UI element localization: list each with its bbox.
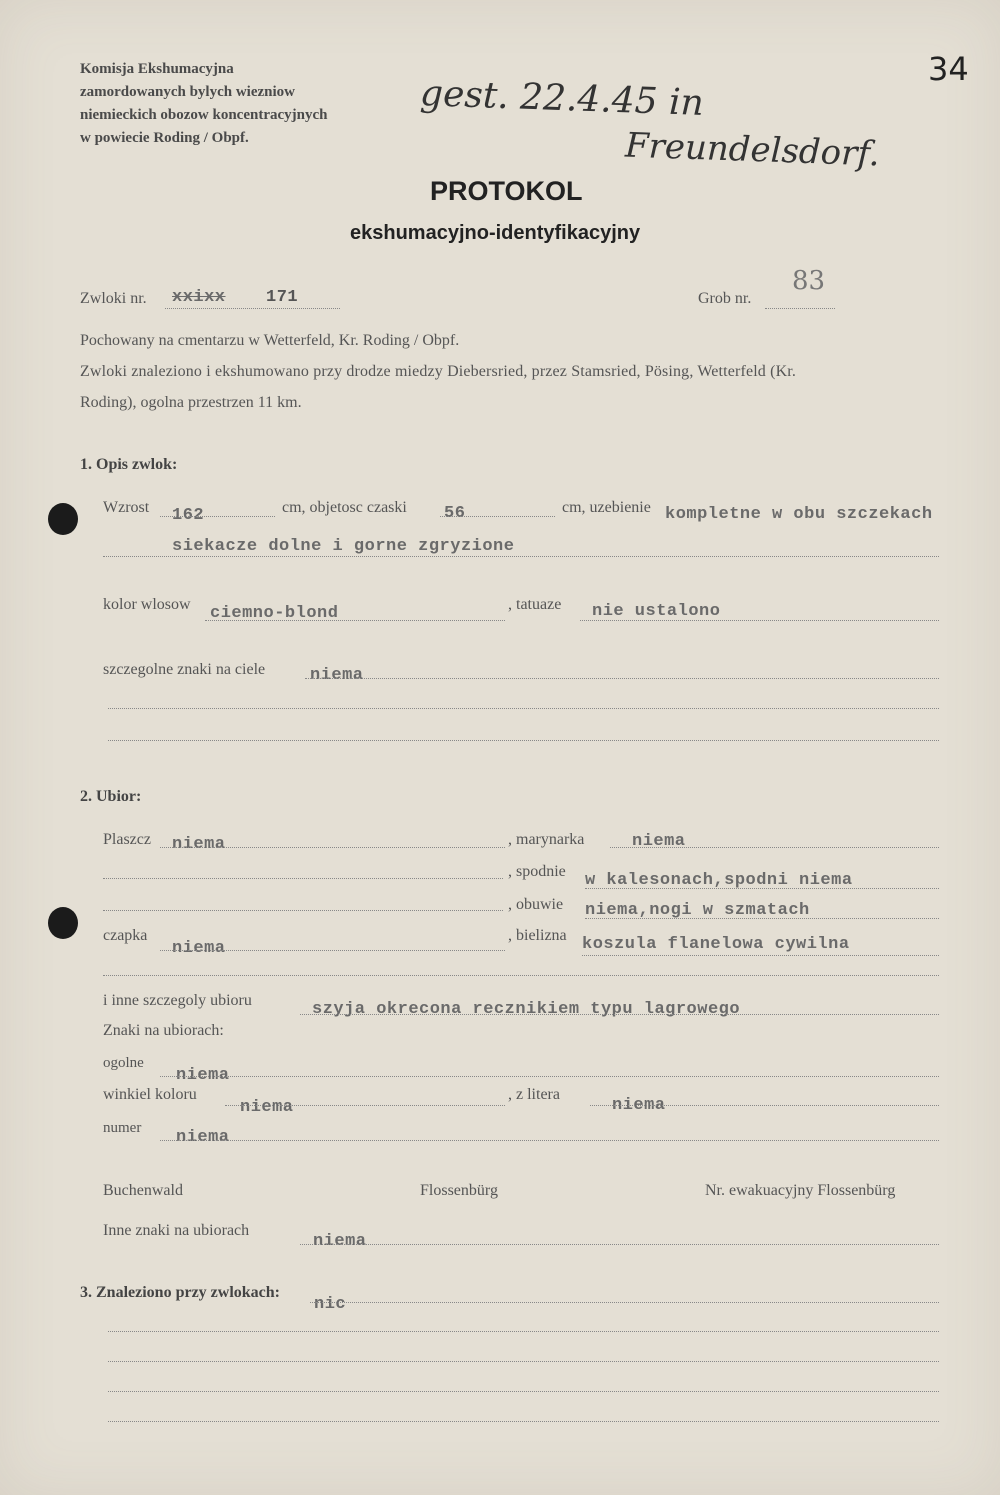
blank-dotted-line [103,975,939,976]
document-subtitle: ekshumacyjno-identyfikacyjny [350,222,641,244]
marynarka-value: niema [632,832,686,851]
org-line-1: Komisja Ekshumacyjna [80,61,234,77]
zwloki-struck-value: xxixx [172,288,226,307]
wzrost-label: Wzrost [103,499,150,516]
znaleziono-dotted-line [310,1302,939,1303]
pochowany-text: Pochowany na cmentarzu w Wetterfeld, Kr. Roding / Obpf. [80,332,460,349]
zwloki-dotted-line [165,308,340,309]
czaski-label: cm, objetosc czaski [282,499,407,516]
marynarka-label: , marynarka [508,831,585,848]
org-line-2: zamordowanych bylych wiezniow [80,84,295,100]
czapka-label: czapka [103,927,148,944]
inne-znaki-label: Inne znaki na ubiorach [103,1222,250,1239]
obuwie-value: niema,nogi w szmatach [585,901,810,920]
plaszcz-label: Plaszcz [103,831,151,848]
tatuaze-label: , tatuaze [508,596,562,613]
page-number: 34 [928,50,969,88]
uzebienie-value: kompletne w obu szczekach [665,505,933,524]
inne-dotted-line [300,1014,939,1015]
winkiel-label: winkiel koloru [103,1086,197,1103]
obuwie-label: , obuwie [508,896,564,913]
buchenwald-label: Buchenwald [103,1182,183,1199]
wzrost-dotted-line [160,516,275,517]
inne-szczegoly-label: i inne szczegoly ubioru [103,992,252,1009]
grob-dotted-line [765,308,835,309]
znaki-ubiorach-label: Znaki na ubiorach: [103,1022,224,1039]
uzebienie-label: cm, uzebienie [562,499,651,516]
ogolne-value: niema [176,1066,230,1085]
spodnie-label: , spodnie [508,863,566,880]
handwritten-place: Freundelsdorf. [624,125,881,175]
blank-dotted-line [103,878,503,879]
spodnie-dotted-line [585,888,939,889]
czapka-dotted-line [160,950,505,951]
litera-value: niema [612,1096,666,1115]
blank-dotted-line [108,1391,939,1392]
blank-dotted-line [108,1361,939,1362]
grob-label: Grob nr. [698,290,752,307]
wzrost-value: 162 [172,506,205,525]
org-line-4: w powiecie Roding / Obpf. [80,130,249,146]
nr-ewakuacyjny-label: Nr. ewakuacyjny Flossenbürg [705,1182,896,1199]
flossenburg-label: Flossenbürg [420,1182,498,1199]
plaszcz-value: niema [172,835,226,854]
tatuaze-value: nie ustalono [592,602,721,621]
section-3-heading: 3. Znaleziono przy zwlokach: [80,1284,280,1301]
znaki-value: niema [310,666,364,685]
bielizna-value: koszula flanelowa cywilna [582,935,850,954]
zwloki-value: 171 [266,288,299,307]
kolor-label: kolor wlosow [103,596,191,613]
znaleziono-text-line2: Roding), ogolna przestrzen 11 km. [80,394,302,411]
blank-dotted-line [103,910,503,911]
section-2-heading: 2. Ubior: [80,788,142,805]
numer-value: niema [176,1128,230,1147]
inne-znaki-value: niema [313,1232,367,1251]
punch-hole [48,907,78,939]
czapka-value: niema [172,939,226,958]
spodnie-value: w kalesonach,spodni niema [585,871,853,890]
kolor-dotted-line [205,620,505,621]
numer-label: numer [103,1120,142,1136]
kolor-value: ciemno-blond [210,604,339,623]
blank-dotted-line [108,708,939,709]
inne-szczegoly-value: szyja okrecona recznikiem typu lagrowego [312,1000,741,1019]
czaski-dotted-line [440,516,555,517]
bielizna-dotted-line [582,955,939,956]
grob-value: 83 [792,266,826,296]
winkiel-dotted-line [225,1105,505,1106]
czaski-value: 56 [444,504,466,523]
document-title: PROTOKOL [430,176,583,206]
znaleziono-value: nic [314,1295,347,1314]
ogolne-dotted-line [160,1076,939,1077]
plaszcz-dotted-line [160,847,505,848]
litera-dotted-line [590,1105,939,1106]
numer-dotted-line [160,1140,939,1141]
punch-hole [48,503,78,535]
znaki-dotted-line [305,678,939,679]
marynarka-dotted-line [610,847,939,848]
uzebienie-value-continued: siekacze dolne i gorne zgryzione [172,537,515,556]
ogolne-label: ogolne [103,1055,144,1071]
obuwie-dotted-line [585,918,939,919]
znaleziono-text-line1: Zwloki znaleziono i ekshumowano przy drodze miedzy Diebersried, przez Stamsried, Pösing, Wetterfeld (Kr. [80,363,797,380]
section-1-heading: 1. Opis zwlok: [80,456,178,473]
blank-dotted-line [108,1421,939,1422]
bielizna-label: , bielizna [508,927,567,944]
handwritten-death-date: gest. 22.4.45 in [419,73,705,124]
zwloki-label: Zwloki nr. [80,290,147,307]
org-line-3: niemieckich obozow koncentracyjnych [80,107,328,123]
litera-label: , z litera [508,1086,560,1103]
blank-dotted-line [108,1331,939,1332]
znaki-label: szczegolne znaki na ciele [103,661,266,678]
blank-dotted-line [108,740,939,741]
inne-znaki-dotted-line [300,1244,939,1245]
uzebienie-dotted-line [103,556,939,557]
winkiel-value: niema [240,1098,294,1117]
tatuaze-dotted-line [580,620,939,621]
